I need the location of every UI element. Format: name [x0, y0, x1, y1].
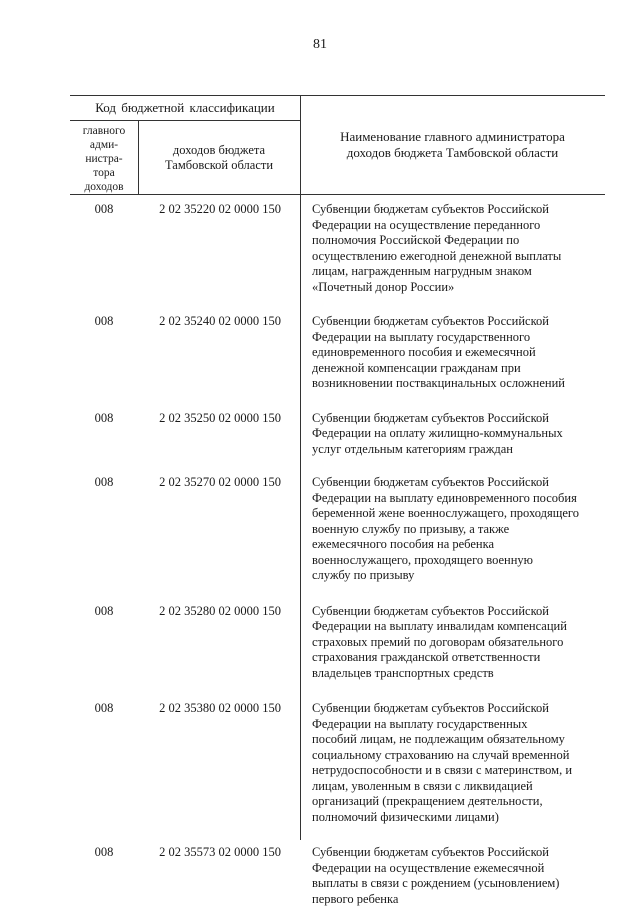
admin-code-cell: 008 — [70, 701, 138, 716]
table-body — [70, 202, 605, 907]
income-name-line: Федерации на выплату государственного — [312, 330, 602, 346]
header-bottom-border — [70, 194, 605, 195]
income-name-cell — [312, 845, 602, 907]
table-row — [70, 411, 605, 458]
income-name-line: службу по призыву — [312, 568, 602, 584]
table-top-border — [70, 95, 605, 96]
income-name-line: ежемесячного пособия на ребенка — [312, 537, 602, 553]
table-row — [70, 604, 605, 682]
admin-code-cell: 008 — [70, 475, 138, 490]
income-code-cell: 2 02 35270 02 0000 150 — [142, 475, 298, 490]
income-name-line: осуществлению ежегодной денежной выплаты — [312, 249, 602, 265]
header-admin-line: адми- — [70, 138, 138, 152]
admin-code-cell: 008 — [70, 202, 138, 217]
header-income-line: доходов бюджета — [138, 143, 300, 158]
header-admin-line: тора — [70, 166, 138, 180]
income-name-line: организаций (прекращением деятельности, — [312, 794, 602, 810]
income-name-line: первого ребенка — [312, 892, 602, 907]
income-name-line: социальному страхованию на случай временной — [312, 748, 602, 764]
income-name-line: полномочия Российской Федерации по — [312, 233, 602, 249]
income-name-line: страховых премий по договорам обязательного — [312, 635, 602, 651]
header-name-column — [300, 129, 605, 161]
table-row — [70, 701, 605, 825]
header-admin-column — [70, 124, 138, 194]
table-row — [70, 475, 605, 584]
income-name-line: услуг отдельным категориям граждан — [312, 442, 602, 458]
income-name-line: Субвенции бюджетам субъектов Российской — [312, 845, 602, 861]
income-code-cell: 2 02 35240 02 0000 150 — [142, 314, 298, 329]
income-name-line: военную службу по призыву, а также — [312, 522, 602, 538]
income-name-cell — [312, 701, 602, 825]
income-code-cell: 2 02 35573 02 0000 150 — [142, 845, 298, 860]
header-name-line: Наименование главного администратора — [300, 129, 605, 145]
income-name-line: единовременного пособия и ежемесячной — [312, 345, 602, 361]
income-name-line: пособий лицам, не подлежащим обязательному — [312, 732, 602, 748]
income-name-line: Субвенции бюджетам субъектов Российской — [312, 314, 602, 330]
income-name-line: Федерации на осуществление переданного — [312, 218, 602, 234]
header-admin-line: доходов — [70, 180, 138, 194]
income-name-line: беременной жене военнослужащего, проходящего — [312, 506, 602, 522]
admin-code-cell: 008 — [70, 411, 138, 426]
page-number: 81 — [0, 37, 640, 53]
income-name-cell — [312, 475, 602, 584]
table-row — [70, 314, 605, 392]
income-name-line: лицам, уволенным в связи с ликвидацией — [312, 779, 602, 795]
header-income-column — [138, 143, 300, 173]
table-row — [70, 202, 605, 295]
income-code-cell: 2 02 35380 02 0000 150 — [142, 701, 298, 716]
income-name-line: Субвенции бюджетам субъектов Российской — [312, 202, 602, 218]
admin-code-cell: 008 — [70, 314, 138, 329]
income-name-line: Субвенции бюджетам субъектов Российской — [312, 411, 602, 427]
income-name-cell — [312, 604, 602, 682]
code-group-divider — [70, 120, 300, 121]
income-name-line: «Почетный донор России» — [312, 280, 602, 296]
header-admin-line: главного — [70, 124, 138, 138]
income-name-line: Федерации на выплату инвалидам компенсаций — [312, 619, 602, 635]
income-name-line: Субвенции бюджетам субъектов Российской — [312, 604, 602, 620]
income-name-line: военнослужащего, проходящего военную — [312, 553, 602, 569]
income-name-line: Федерации на выплату государственных — [312, 717, 602, 733]
income-name-line: Федерации на осуществление ежемесячной — [312, 861, 602, 877]
income-code-cell: 2 02 35220 02 0000 150 — [142, 202, 298, 217]
income-code-cell: 2 02 35250 02 0000 150 — [142, 411, 298, 426]
income-name-cell — [312, 202, 602, 295]
header-code-group: Код бюджетной классификации — [70, 100, 300, 116]
income-name-line: Федерации на оплату жилищно-коммунальных — [312, 426, 602, 442]
income-name-line: владельцев транспортных средств — [312, 666, 602, 682]
header-name-line: доходов бюджета Тамбовской области — [300, 145, 605, 161]
income-name-cell — [312, 411, 602, 458]
income-name-line: нетрудоспособности и в связи с материнством, и — [312, 763, 602, 779]
table-row — [70, 845, 605, 907]
admin-code-cell: 008 — [70, 845, 138, 860]
header-admin-line: нистра- — [70, 152, 138, 166]
income-code-cell: 2 02 35280 02 0000 150 — [142, 604, 298, 619]
income-name-line: Федерации на выплату единовременного пособия — [312, 491, 602, 507]
income-name-line: полномочий физическими лицами) — [312, 810, 602, 826]
income-name-cell — [312, 314, 602, 392]
income-name-line: Субвенции бюджетам субъектов Российской — [312, 701, 602, 717]
admin-code-cell: 008 — [70, 604, 138, 619]
income-name-line: денежной компенсации гражданам при — [312, 361, 602, 377]
header-income-line: Тамбовской области — [138, 158, 300, 173]
income-name-line: Субвенции бюджетам субъектов Российской — [312, 475, 602, 491]
income-name-line: выплаты в связи с рождением (усыновлением) — [312, 876, 602, 892]
income-name-line: возникновении поствакцинальных осложнений — [312, 376, 602, 392]
income-name-line: страхования гражданской ответственности — [312, 650, 602, 666]
income-name-line: лицам, награжденным нагрудным знаком — [312, 264, 602, 280]
